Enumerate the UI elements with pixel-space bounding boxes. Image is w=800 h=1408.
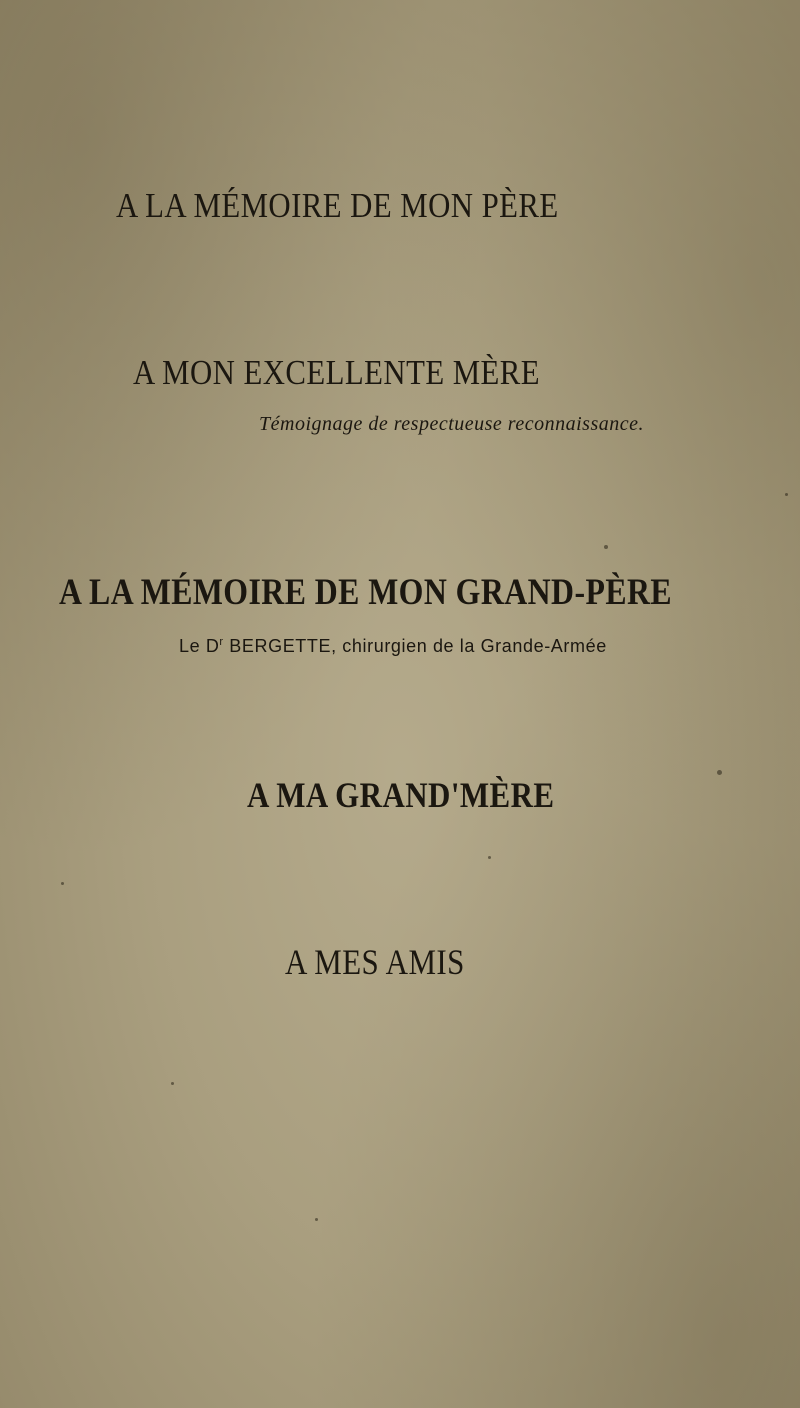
paper-speck [604,545,608,549]
dedication-friends: A MES AMIS [285,942,465,982]
paper-speck [315,1218,318,1221]
paper-speck [488,856,491,859]
paper-speck [171,1082,174,1085]
grandfather-title: Le D [179,636,220,656]
grandfather-title-sup: r [219,636,224,648]
dedication-grandmother: A MA GRAND'MÈRE [247,775,555,815]
dedication-grandfather: A LA MÉMOIRE DE MON GRAND-PÈRE [59,572,673,613]
grandfather-description: BERGETTE, chirurgien de la Grande-Armée [223,636,607,656]
dedication-mother-note: Témoignage de respectueuse reconnaissance. [259,413,644,435]
paper-speck [785,493,788,496]
paper-speck [61,882,64,885]
paper-speck [717,770,722,775]
dedication-father: A LA MÉMOIRE DE MON PÈRE [116,186,559,225]
dedication-mother: A MON EXCELLENTE MÈRE [133,353,541,392]
dedication-grandfather-note [179,636,607,657]
